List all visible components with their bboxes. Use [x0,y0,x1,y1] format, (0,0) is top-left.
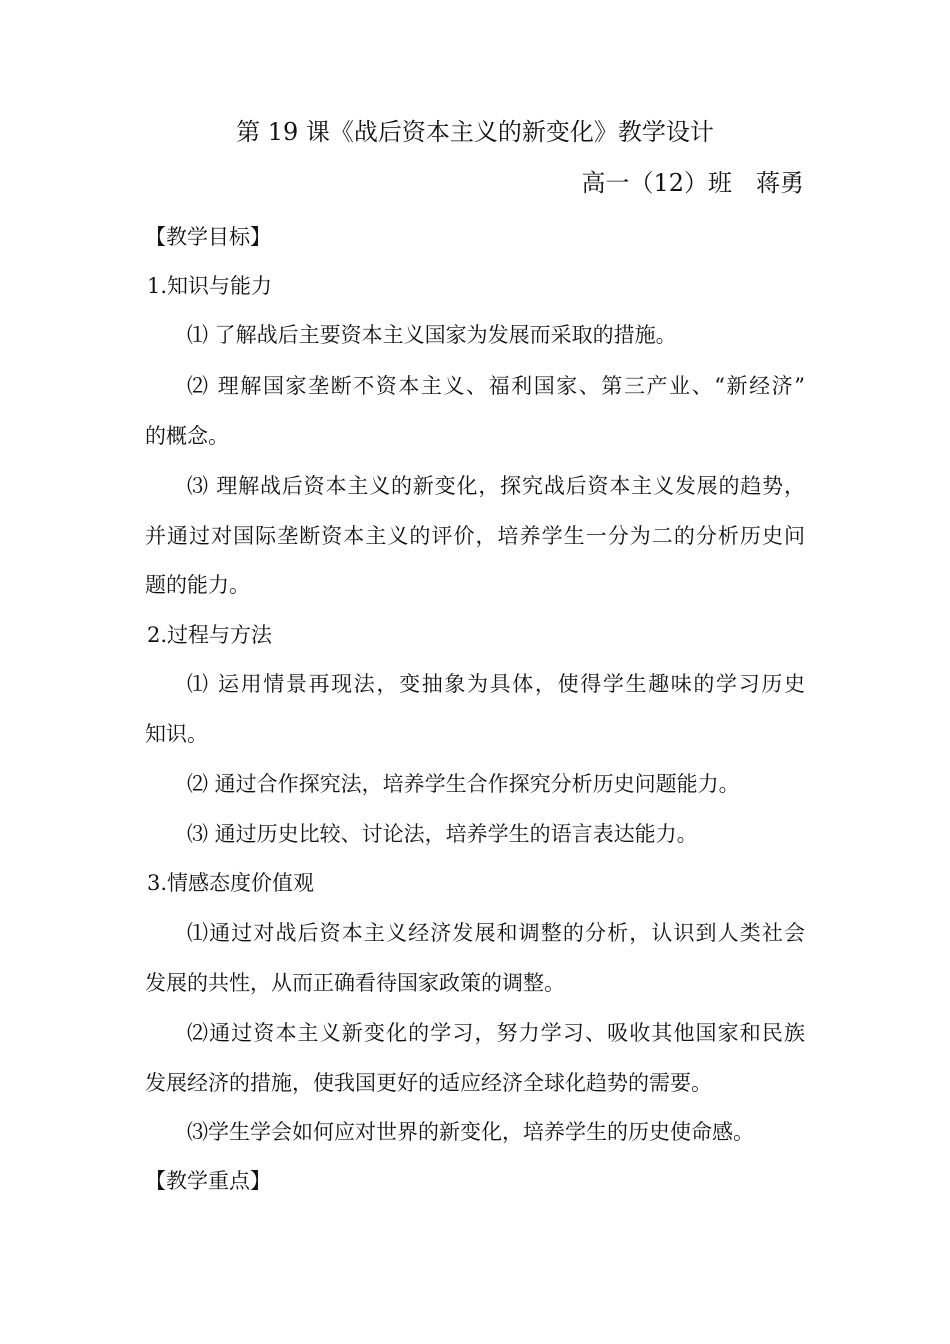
paragraph-line: 发展经济的措施，使我国更好的适应经济全球化趋势的需要。 [145,1071,712,1095]
paragraph-line: ⑵ 通过合作探究法，培养学生合作探究分析历史问题能力。 [187,772,740,796]
section-heading-objectives: 【教学目标】 [145,225,271,249]
paragraph-line: ⑴ 了解战后主要资本主义国家为发展而采取的措施。 [187,323,677,347]
paragraph-line: ⑶ 理解战后资本主义的新变化，探究战后资本主义发展的趋势， [187,474,805,498]
paragraph-line: 发展的共性，从而正确看待国家政策的调整。 [145,971,565,995]
subsection-emotion: 3.情感态度价值观 [147,871,315,895]
paragraph-line: 的概念。 [145,424,229,448]
document-title: 第 19 课《战后资本主义的新变化》教学设计 [236,118,714,146]
paragraph-line: 并通过对国际垄断资本主义的评价，培养学生一分为二的分析历史问 [145,524,805,548]
paragraph-line: ⑵通过资本主义新变化的学习，努力学习、吸收其他国家和民族 [187,1021,805,1045]
paragraph-line: ⑵ 理解国家垄断不资本主义、福利国家、第三产业、“新经济” [187,374,805,398]
document-author: 高一（12）班 蒋勇 [581,169,804,197]
paragraph-line: ⑶ 通过历史比较、讨论法，培养学生的语言表达能力。 [187,822,698,846]
section-heading-key-points: 【教学重点】 [145,1169,271,1193]
subsection-knowledge: 1.知识与能力 [147,274,273,298]
paragraph-line: 知识。 [145,722,208,746]
subsection-process: 2.过程与方法 [147,623,273,647]
paragraph-line: ⑴ 运用情景再现法，变抽象为具体，使得学生趣味的学习历史 [187,672,805,696]
paragraph-line: ⑶学生学会如何应对世界的新变化，培养学生的历史使命感。 [187,1120,754,1144]
paragraph-line: 题的能力。 [145,573,250,597]
paragraph-line: ⑴通过对战后资本主义经济发展和调整的分析，认识到人类社会 [187,921,805,945]
